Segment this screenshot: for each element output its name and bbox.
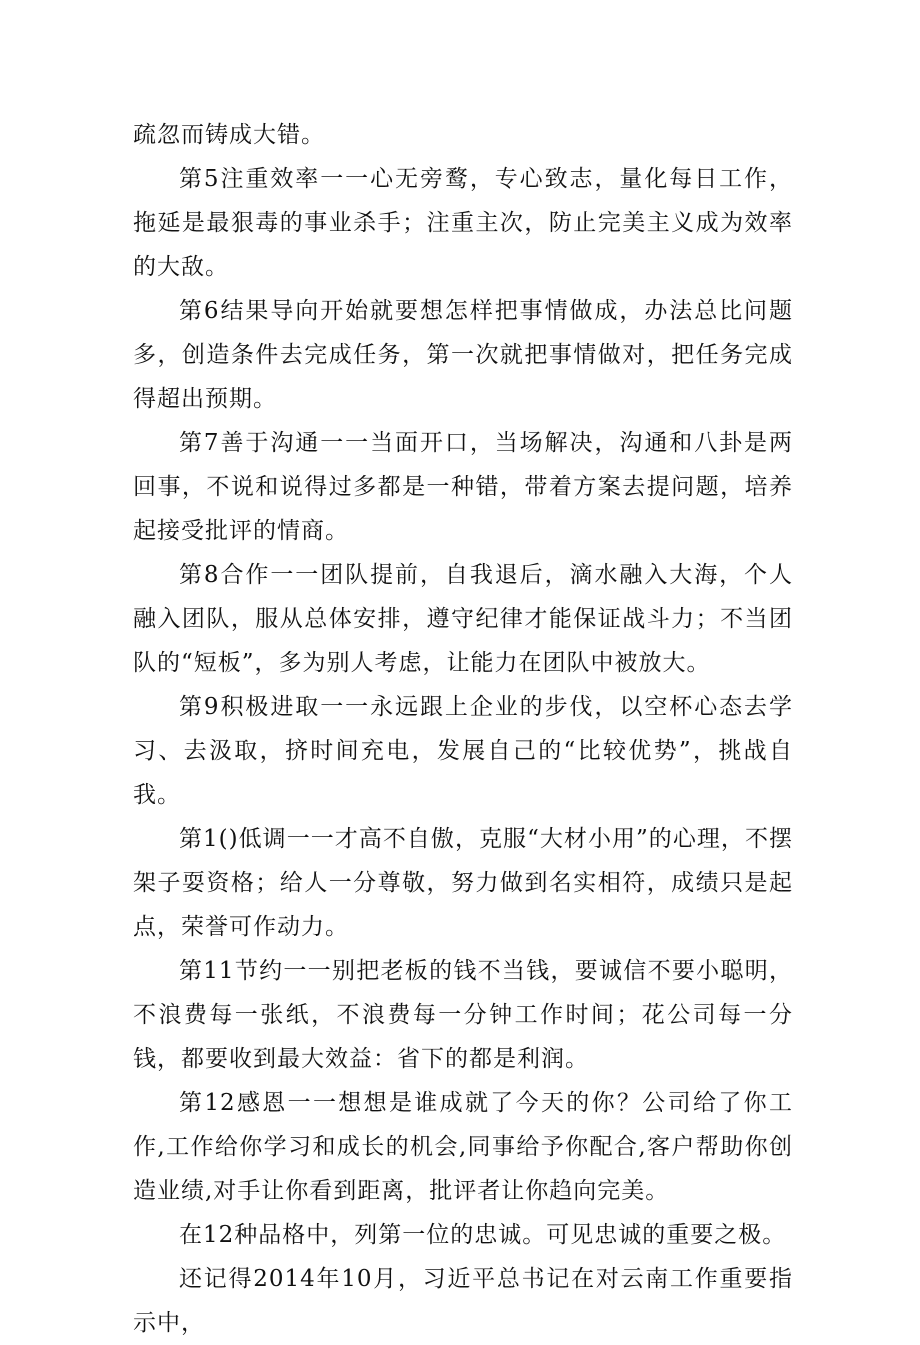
paragraph-item-11: 第11节约一一别把老板的钱不当钱，要诚信不要小聪明，不浪费每一张纸，不浪费每一分钟工作时间；花公司每一分钱，都要收到最大效益：省下的都是利润。 xyxy=(133,958,793,1072)
paragraph-item-8: 第8合作一一团队提前，自我退后，滴水融入大海，个人融入团队，服从总体安排，遵守纪律才能保证战斗力；不当团队的“短板”，多为别人考虑，让能力在团队中被放大。 xyxy=(133,562,793,676)
paragraph-continuation: 疏忽而铸成大错。 xyxy=(133,122,325,148)
paragraph-item-9: 第9积极进取一一永远跟上企业的步伐，以空杯心态去学习、去汲取，挤时间充电，发展自己的“比较优势”，挑战自我。 xyxy=(133,694,793,808)
paragraph-item-6: 第6结果导向开始就要想怎样把事情做成，办法总比问题多，创造条件去完成任务，第一次就把事情做对，把任务完成得超出预期。 xyxy=(133,298,793,412)
paragraph-item-10: 第1()低调一一才高不自傲，克服“大材小用”的心理，不摆架子耍资格；给人一分尊敬，努力做到名实相符，成绩只是起点，荣誉可作动力。 xyxy=(133,826,793,940)
paragraph-final: 还记得2014年10月，习近平总书记在对云南工作重要指示中， xyxy=(133,1266,793,1336)
paragraph-summary: 在12种品格中，列第一位的忠诚。可见忠诚的重要之极。 xyxy=(179,1222,787,1248)
paragraph-item-7: 第7善于沟通一一当面开口，当场解决，沟通和八卦是两回事，不说和说得过多都是一种错，带着方案去提问题，培养起接受批评的情商。 xyxy=(133,430,793,544)
paragraph-item-12: 第12感恩一一想想是谁成就了今天的你？公司给了你工作,工作给你学习和成长的机会,同事给予你配合,客户帮助你创造业绩,对手让你看到距离，批评者让你趋向完美。 xyxy=(133,1090,793,1204)
document-body xyxy=(133,113,793,1345)
paragraph-item-5: 第5注重效率一一心无旁鹜，专心致志，量化每日工作，拖延是最狠毒的事业杀手；注重主次，防止完美主义成为效率的大敌。 xyxy=(133,166,793,280)
